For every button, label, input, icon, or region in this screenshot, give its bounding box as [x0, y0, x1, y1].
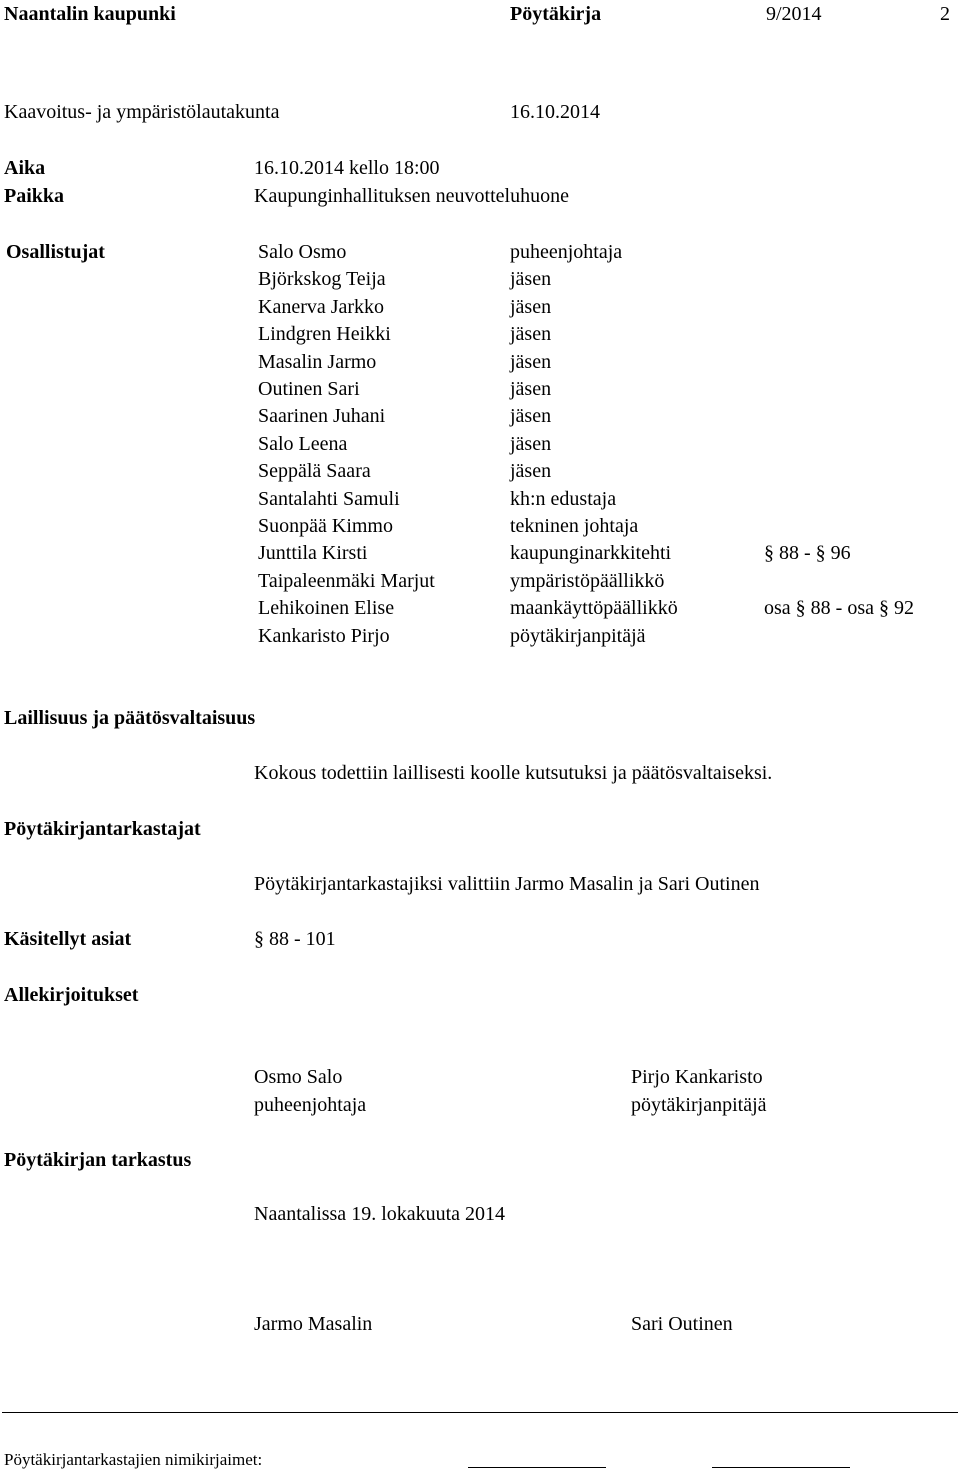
- attendee-role: ympäristöpäällikkö: [510, 570, 665, 592]
- legality-label: Laillisuus ja päätösvaltaisuus: [4, 707, 256, 729]
- attendee-name: Kanerva Jarkko: [258, 296, 385, 318]
- attendees-label: Osallistujat: [6, 241, 105, 263]
- attendee-name: Taipaleenmäki Marjut: [258, 570, 435, 592]
- review-place-date: Naantalissa 19. lokakuuta 2014: [254, 1203, 506, 1225]
- page-number: 2: [940, 3, 950, 25]
- time-label: Aika: [4, 157, 46, 179]
- items-value: § 88 - 101: [254, 928, 336, 950]
- items-label: Käsitellyt asiat: [4, 928, 132, 950]
- attendee-name: Salo Osmo: [258, 241, 347, 263]
- attendee-name: Lindgren Heikki: [258, 323, 391, 345]
- attendee-role: jäsen: [510, 460, 552, 482]
- signatures-label: Allekirjoitukset: [4, 984, 139, 1006]
- attendee-note: osa § 88 - osa § 92: [764, 597, 914, 619]
- attendee-name: Lehikoinen Elise: [258, 597, 395, 619]
- attendee-name: Björkskog Teija: [258, 268, 386, 290]
- attendee-role: kh:n edustaja: [510, 488, 617, 510]
- document-number: 9/2014: [766, 3, 822, 25]
- attendee-note: § 88 - § 96: [764, 542, 851, 564]
- attendee-role: tekninen johtaja: [510, 515, 639, 537]
- reviewer-right-name: Sari Outinen: [631, 1313, 733, 1335]
- inspectors-label: Pöytäkirjantarkastajat: [4, 818, 201, 840]
- time-value: 16.10.2014 kello 18:00: [254, 157, 440, 179]
- attendee-name: Salo Leena: [258, 433, 348, 455]
- attendee-name: Masalin Jarmo: [258, 351, 377, 373]
- attendee-name: Suonpää Kimmo: [258, 515, 393, 537]
- review-label: Pöytäkirjan tarkastus: [4, 1149, 192, 1171]
- initials-label: Pöytäkirjantarkastajien nimikirjaimet:: [4, 1450, 263, 1469]
- attendee-role: kaupunginarkkitehti: [510, 542, 672, 564]
- attendee-name: Saarinen Juhani: [258, 405, 386, 427]
- chair-name: Osmo Salo: [254, 1066, 343, 1088]
- attendee-role: jäsen: [510, 433, 552, 455]
- city-name: Naantalin kaupunki: [4, 3, 176, 25]
- place-label: Paikka: [4, 185, 65, 207]
- inspectors-text: Pöytäkirjantarkastajiksi valittiin Jarmo Masalin ja Sari Outinen: [254, 873, 760, 895]
- attendee-name: Seppälä Saara: [258, 460, 371, 482]
- attendee-role: jäsen: [510, 378, 552, 400]
- attendee-role: jäsen: [510, 268, 552, 290]
- secretary-name: Pirjo Kankaristo: [631, 1066, 763, 1088]
- legality-text: Kokous todettiin laillisesti koolle kutsutuksi ja päätösvaltaiseksi.: [254, 762, 773, 784]
- attendee-name: Santalahti Samuli: [258, 488, 400, 510]
- secretary-role: pöytäkirjanpitäjä: [631, 1094, 767, 1116]
- header-date: 16.10.2014: [510, 101, 600, 123]
- footer-divider: [2, 1412, 958, 1413]
- attendee-name: Junttila Kirsti: [258, 542, 368, 564]
- initials-line-right: [712, 1467, 850, 1468]
- attendee-role: maankäyttöpäällikkö: [510, 597, 678, 619]
- chair-role: puheenjohtaja: [254, 1094, 367, 1116]
- initials-line-left: [468, 1467, 606, 1468]
- reviewer-left-name: Jarmo Masalin: [254, 1313, 373, 1335]
- attendee-role: jäsen: [510, 405, 552, 427]
- attendee-role: puheenjohtaja: [510, 241, 623, 263]
- attendee-role: jäsen: [510, 351, 552, 373]
- document-type: Pöytäkirja: [510, 3, 602, 25]
- place-value: Kaupunginhallituksen neuvotteluhuone: [254, 185, 569, 207]
- committee-name: Kaavoitus- ja ympäristölautakunta: [4, 101, 280, 123]
- attendee-role: jäsen: [510, 323, 552, 345]
- attendee-role: jäsen: [510, 296, 552, 318]
- attendee-name: Kankaristo Pirjo: [258, 625, 390, 647]
- attendee-name: Outinen Sari: [258, 378, 360, 400]
- attendee-role: pöytäkirjanpitäjä: [510, 625, 646, 647]
